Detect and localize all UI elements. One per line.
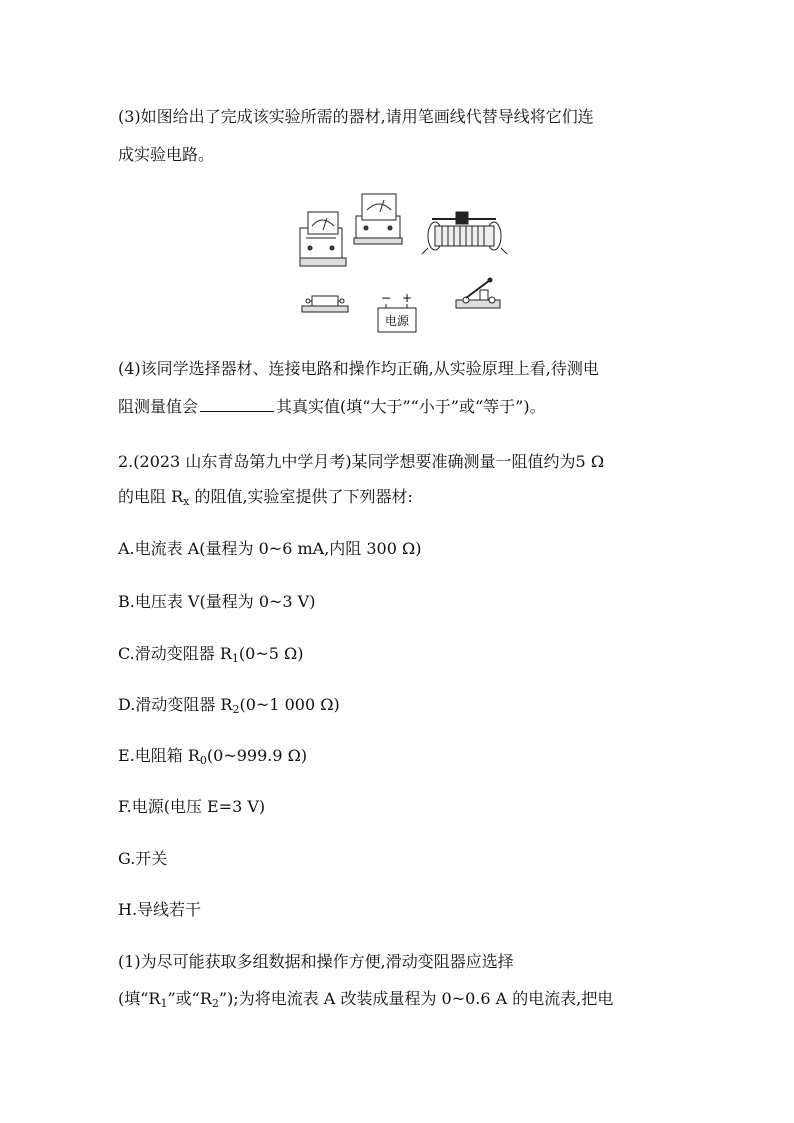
q4-line-2-after: 其真实值(填“大于”“小于”或“等于”)。 <box>276 397 546 416</box>
option-d-subscript: 2 <box>232 703 240 716</box>
option-h: H.导线若干 <box>118 900 202 919</box>
problem2-line-2-before: 的电阻 R <box>118 487 184 506</box>
sub1-line-2-c: ”);为将电流表 A 改装成量程为 0~0.6 A 的电流表,把电 <box>218 989 614 1008</box>
sub1-line-1: (1)为尽可能获取多组数据和操作方便,滑动变阻器应选择 <box>118 952 514 971</box>
sub1-line-2 <box>118 988 613 1015</box>
sub1-line-2-a: (填“R <box>118 989 161 1008</box>
option-c-before: C.滑动变阻器 R <box>118 644 232 663</box>
battery-plus-label: + <box>401 291 413 305</box>
problem2-line-1: 2.(2023 山东青岛第九中学月考)某同学想要准确测量一阻值约为5 Ω <box>118 452 605 471</box>
power-supply-icon <box>378 291 416 332</box>
option-d-before: D.滑动变阻器 R <box>118 695 233 714</box>
answer-blank[interactable] <box>200 397 274 412</box>
option-f: F.电源(电压 E=3 V) <box>118 797 266 816</box>
option-c-after: (0~5 Ω) <box>238 644 304 663</box>
voltmeter-icon <box>354 194 402 244</box>
option-b: B.电压表 V(量程为 0~3 V) <box>118 592 316 611</box>
ammeter-icon <box>300 212 346 266</box>
apparatus-figure <box>296 186 510 336</box>
sub1-line-2-b: ”或“R <box>167 989 212 1008</box>
option-c <box>118 643 304 670</box>
apparatus-illustration <box>296 186 510 336</box>
option-g: G.开关 <box>118 849 168 868</box>
problem2-line-2 <box>118 486 413 513</box>
option-e-after: (0~999.9 Ω) <box>206 746 308 765</box>
option-e <box>118 745 307 772</box>
q3-line-2: 成实验电路。 <box>118 145 215 164</box>
q4-line-2-before: 阻测量值会 <box>118 397 199 416</box>
switch-icon <box>456 278 500 308</box>
resistor-subscript-x: x <box>183 495 190 508</box>
option-d-after: (0~1 000 Ω) <box>239 695 340 714</box>
q4-line-2 <box>118 396 546 418</box>
problem2-line-2-after: 的阻值,实验室提供了下列器材: <box>189 487 413 506</box>
option-c-subscript: 1 <box>231 652 239 665</box>
option-e-subscript: 0 <box>199 754 207 767</box>
resistor-icon <box>302 296 348 312</box>
q3-line-1: (3)如图给出了完成该实验所需的器材,请用笔画线代替导线将它们连 <box>118 107 594 126</box>
rheostat-icon <box>422 212 507 254</box>
battery-minus-label: − <box>380 291 392 305</box>
sub1-subscript-1: 1 <box>160 997 168 1010</box>
option-e-before: E.电阻箱 R <box>118 746 200 765</box>
power-supply-label: 电源 <box>384 314 410 328</box>
option-a: A.电流表 A(量程为 0~6 mA,内阻 300 Ω) <box>118 539 422 558</box>
sub1-subscript-2: 2 <box>211 997 219 1010</box>
q4-line-1: (4)该同学选择器材、连接电路和操作均正确,从实验原理上看,待测电 <box>118 359 599 378</box>
option-d <box>118 694 340 721</box>
